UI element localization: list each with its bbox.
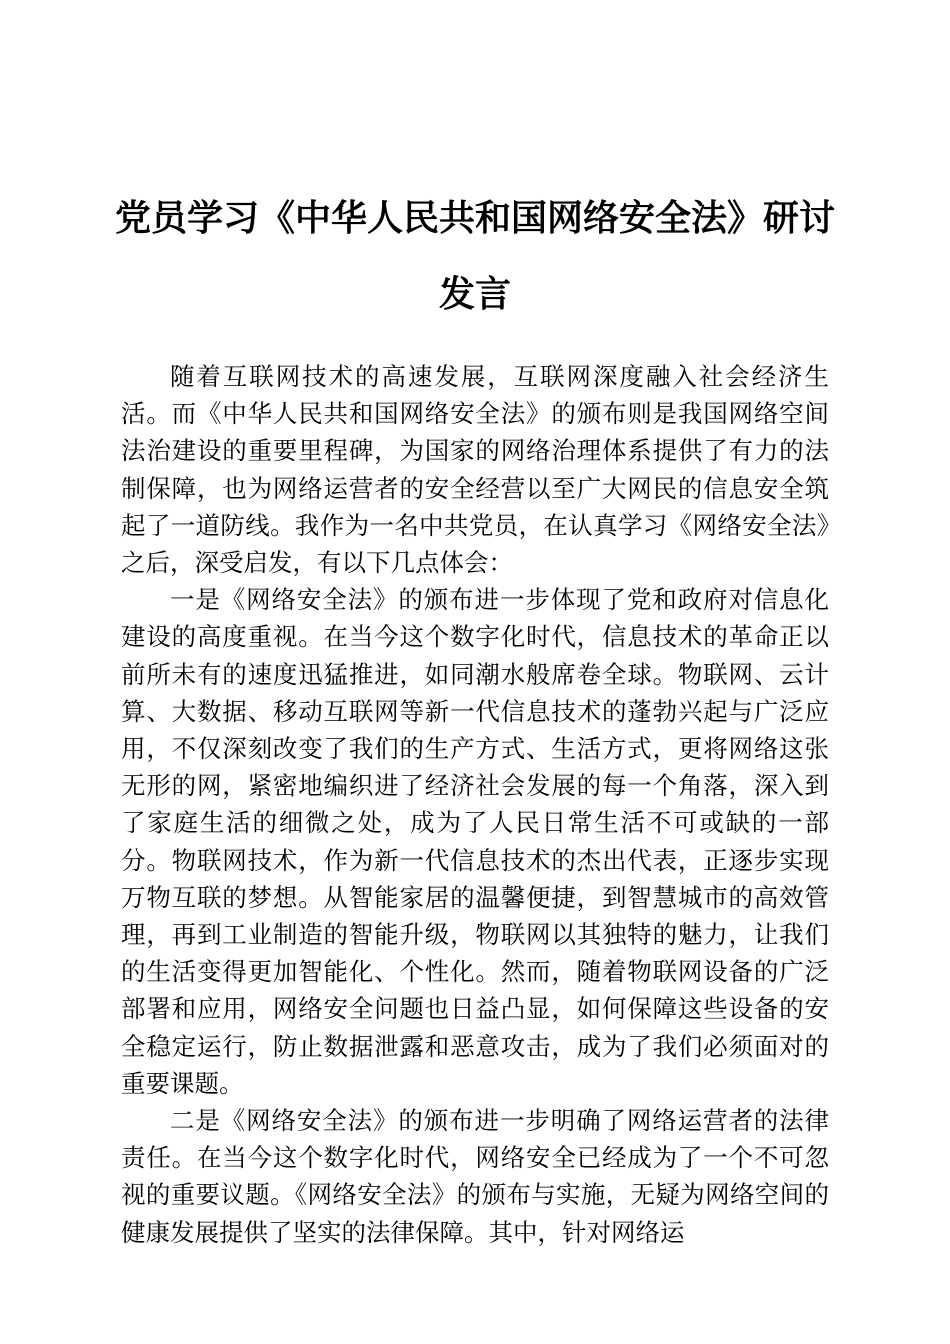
- paragraph-point-one: 一是《网络安全法》的颁布进一步体现了党和政府对信息化建设的高度重视。在当今这个数字化时代，信息技术的革命正以前所未有的速度迅猛推进，如同潮水般席卷全球。物联网、云计算、大数据、移动互联网等新一代信息技术的蓬勃兴起与广泛应用，不仅深刻改变了我们的生产方式、生活方式，更将网络这张无形的网，紧密地编织进了经济社会发展的每一个角落，深入到了家庭生活的细微之处，成为了人民日常生活不可或缺的一部分。物联网技术，作为新一代信息技术的杰出代表，正逐步实现万物互联的梦想。从智能家居的温馨便捷，到智慧城市的高效管理，再到工业制造的智能升级，物联网以其独特的魅力，让我们的生活变得更加智能化、个性化。然而，随着物联网设备的广泛部署和应用，网络安全问题也日益凸显，如何保障这些设备的安全稳定运行，防止数据泄露和恶意攻击，成为了我们必须面对的重要课题。: [121, 585, 829, 1098]
- document-body: [121, 358, 829, 1251]
- document-title: 党员学习《中华人民共和国网络安全法》研讨发言: [114, 197, 835, 315]
- paragraph-intro: 随着互联网技术的高速发展，互联网深度融入社会经济生活。而《中华人民共和国网络安全法》的颁布则是我国网络空间法治建设的重要里程碑，为国家的网络治理体系提供了有力的法制保障，也为网络运营者的安全经营以至广大网民的信息安全筑起了一道防线。我作为一名中共党员，在认真学习《网络安全法》之后，深受启发，有以下几点体会：: [121, 362, 829, 578]
- paragraph-point-two: 二是《网络安全法》的颁布进一步明确了网络运营者的法律责任。在当今这个数字化时代，网络安全已经成为了一个不可忽视的重要议题。《网络安全法》的颁布与实施，无疑为网络空间的健康发展提供了坚实的法律保障。其中，针对网络运: [121, 1106, 829, 1247]
